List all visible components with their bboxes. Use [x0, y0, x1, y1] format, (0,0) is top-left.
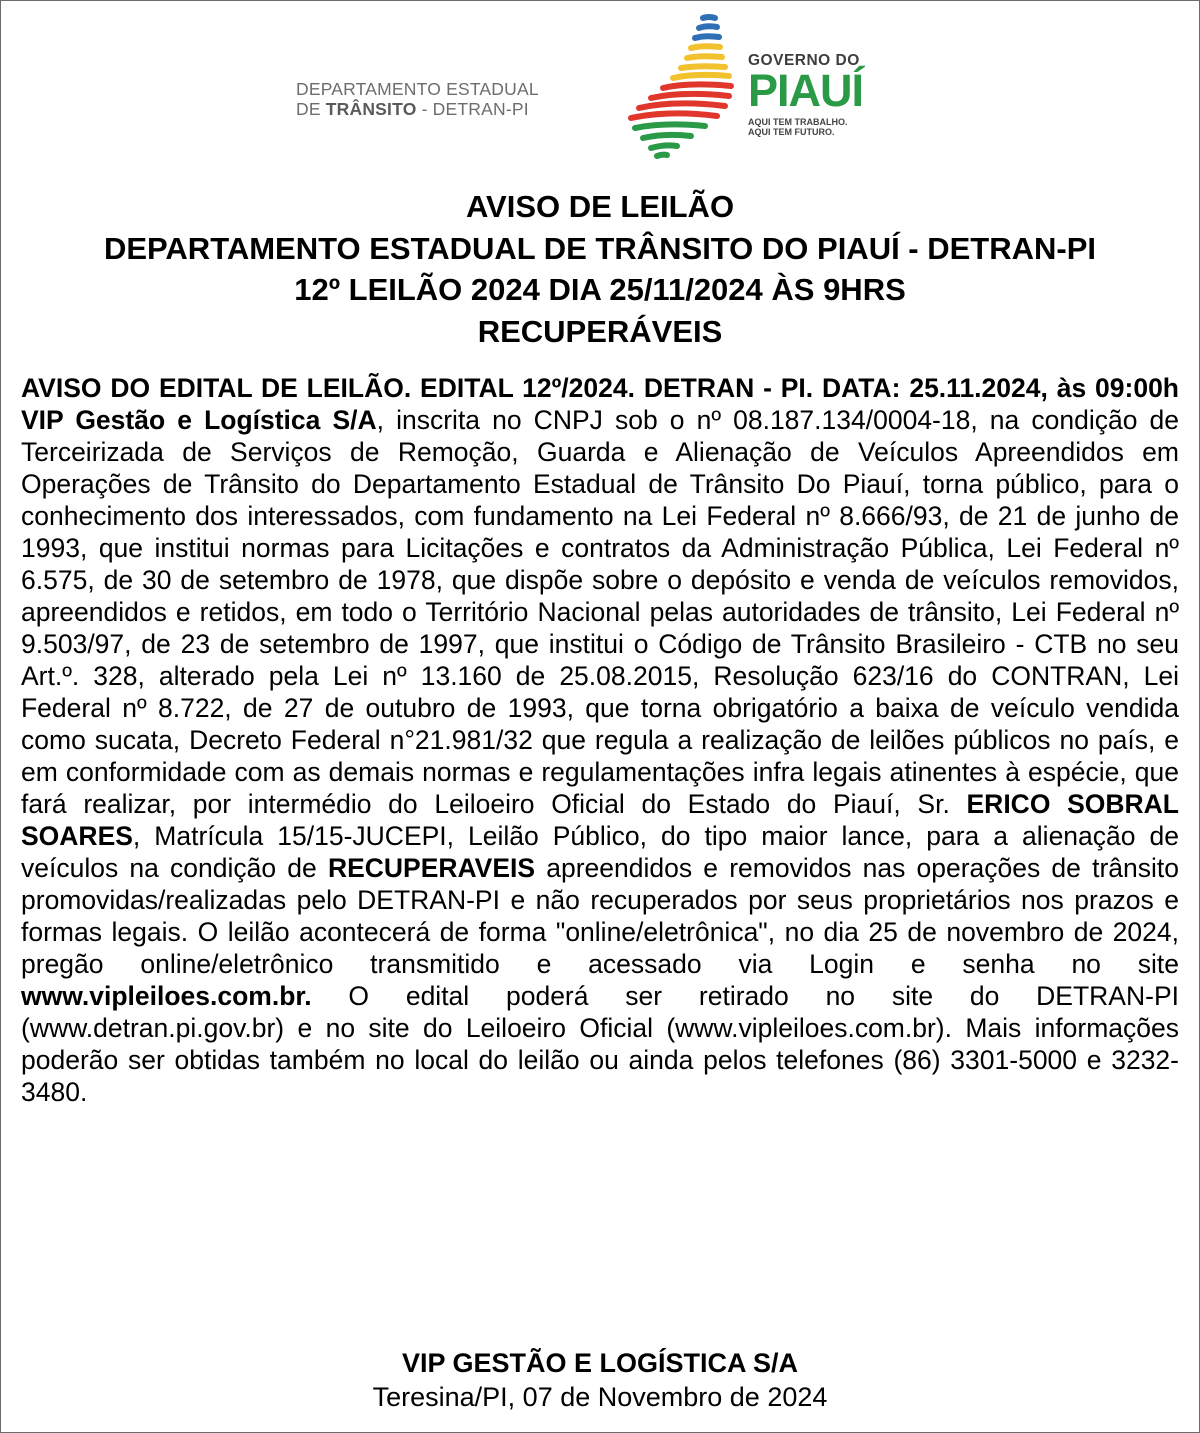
signature-block	[0, 1346, 1200, 1414]
detran-logo	[296, 79, 539, 119]
piaui-government-logo	[748, 52, 908, 137]
detran-logo-line1: DEPARTAMENTO ESTADUAL	[296, 79, 539, 99]
piaui-logo-governo: GOVERNO DO	[748, 52, 860, 69]
piaui-logo-slogan: AQUI TEM TRABALHO. AQUI TEM FUTURO.	[748, 117, 848, 137]
body-text-4: O edital poderá ser retirado no site do DETRAN-PI (www.detran.pi.gov.br) e no site do Leiloeiro Oficial (www.vipleiloes.com.br). Mais informações poderão ser obtidas também no local do leilão ou ainda pelos telefones (86) 3301-5000 e 3232-3480.	[21, 981, 1179, 1107]
title-line-2: DEPARTAMENTO ESTADUAL DE TRÂNSITO DO PIAUÍ - DETRAN-PI	[103, 230, 1097, 266]
auction-site: www.vipleiloes.com.br.	[21, 981, 312, 1011]
notice-title-block	[0, 186, 1200, 352]
logo-header	[0, 10, 1200, 160]
vehicle-condition: RECUPERAVEIS	[327, 853, 536, 883]
title-line-3: 12º LEILÃO 2024 DIA 25/11/2024 ÀS 9HRS	[294, 272, 906, 307]
title-line-1: AVISO DE LEILÃO	[465, 189, 735, 224]
signature-org: VIP GESTÃO E LOGÍSTICA S/A	[401, 1348, 799, 1378]
detran-logo-line2: DE TRÂNSITO - DETRAN-PI	[296, 99, 529, 119]
piaui-logo-name: PIAUÍ	[748, 65, 864, 116]
auctioneer-name: ERICO SOBRAL SOARES	[21, 789, 1179, 851]
piaui-map-icon	[625, 10, 740, 160]
body-text-1: , inscrita no CNPJ sob o nº 08.187.134/0004-18, na condição de Terceirizada de Serviços de Remoção, Guarda e Alienação de Veículos Apreendidos em Operações de Trânsito do Departamento Estadual de Trânsito Do Piauí, torna público, para o conhecimento dos interessados, com fundamento na Lei Federal nº 8.666/93, de 21 de junho de 1993, que institui normas para Licitações e contratos da Administração Pública, Lei Federal nº 6.575, de 30 de setembro de 1978, que dispõe sobre o depósito e venda de veículos removidos, apreendidos e retidos, em todo o Território Nacional pelas autoridades de trânsito, Lei Federal nº 9.503/97, de 23 de setembro de 1997, que institui o Código de Trânsito Brasileiro - CTB no seu Art.º. 328, alterado pela Lei nº 13.160 de 25.08.2015, Resolução 623/16 do CONTRAN, Lei Federal nº 8.722, de 27 de outubro de 1993, que torna obrigatório a baixa de veículo vendida como sucata, Decreto Federal n°21.981/32 que regula a realização de leilões públicos no país, e em conformidade com as demais normas e regulamentações infra legais atinentes à espécie, que fará realizar, por intermédio do Leiloeiro Oficial do Estado do Piauí, Sr.	[21, 405, 1179, 819]
body-lead: AVISO DO EDITAL DE LEILÃO. EDITAL 12º/2024. DETRAN - PI. DATA: 25.11.2024, às 09:00h VIP Gestão e Logística S/A	[21, 373, 1179, 435]
signature-place-date: Teresina/PI, 07 de Novembro de 2024	[372, 1382, 828, 1412]
body-text-3: apreendidos e removidos nas operações de trânsito promovidas/realizadas pelo DETRAN-PI e não recuperados por seus proprietários nos prazos e formas legais. O leilão acontecerá de forma "online/eletrônica", no dia 25 de novembro de 2024, pregão online/eletrônico transmitido e acessado via Login e senha no site	[21, 853, 1179, 979]
body-text-2: , Matrícula 15/15-JUCEPI, Leilão Público, do tipo maior lance, para a alienação de veículos na condição de	[21, 821, 1179, 883]
notice-body	[21, 372, 1179, 1108]
title-line-4: RECUPERÁVEIS	[477, 313, 723, 349]
